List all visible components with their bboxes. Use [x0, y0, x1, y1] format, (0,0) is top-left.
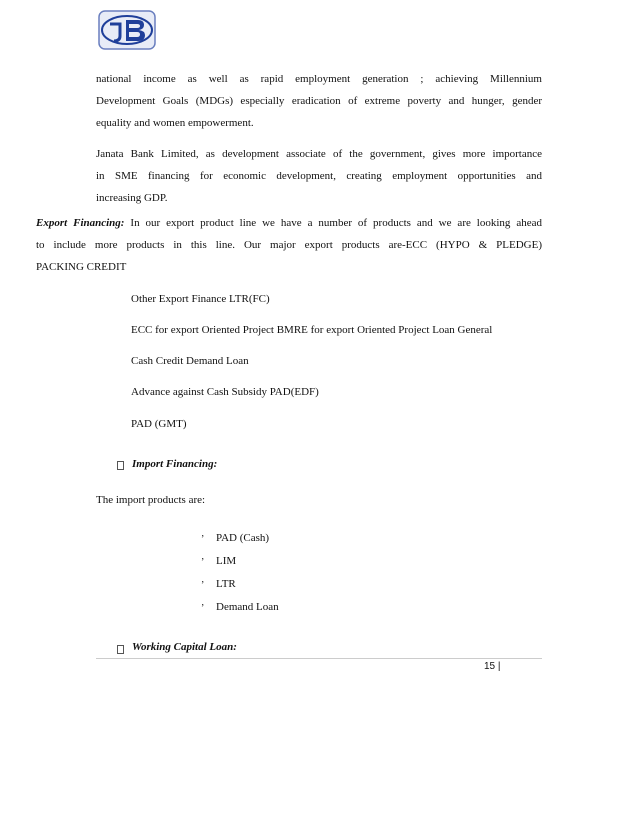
- working-capital-heading: Working Capital Loan:: [132, 641, 237, 653]
- page-number: 15 |: [484, 661, 501, 672]
- intro-paragraph: [96, 68, 542, 134]
- janata-line-3: increasing GDP.: [96, 192, 168, 204]
- footer-divider: [96, 658, 542, 659]
- export-item: Cash Credit Demand Loan: [131, 355, 249, 367]
- bullet-icon: ’: [201, 603, 205, 614]
- import-heading: Import Financing:: [132, 458, 218, 470]
- export-paragraph: [36, 212, 542, 278]
- janata-paragraph: [96, 143, 542, 209]
- square-bullet-icon: [117, 461, 124, 470]
- export-item: Other Export Finance LTR(FC): [131, 293, 270, 305]
- export-item: PAD (GMT): [131, 418, 187, 430]
- bullet-icon: ’: [201, 534, 205, 545]
- export-line-3: PACKING CREDIT: [36, 261, 127, 273]
- janata-line-1: Janata Bank Limited, as development associate of the government, gives more importance: [96, 148, 542, 160]
- janata-bank-logo: [98, 10, 156, 50]
- import-item: LIM: [216, 555, 237, 567]
- export-item: Advance against Cash Subsidy PAD(EDF): [131, 386, 319, 398]
- bullet-icon: ’: [201, 580, 205, 591]
- intro-line-2: Development Goals (MDGs) especially eradication of extreme poverty and hunger, gender: [96, 95, 542, 107]
- import-intro: The import products are:: [96, 494, 206, 506]
- export-heading: Export Financing:: [36, 217, 125, 229]
- import-item: Demand Loan: [216, 601, 279, 613]
- janata-line-2: in SME financing for economic development, creating employment opportunities and: [96, 170, 542, 182]
- square-bullet-icon: [117, 645, 124, 654]
- import-item: PAD (Cash): [216, 532, 270, 544]
- intro-line-3: equality and women empowerment.: [96, 117, 254, 129]
- export-line-2: to include more products in this line. Our major export products are-ECC (HYPO & PLEDGE): [36, 239, 542, 251]
- export-line-1: In our export product line we have a number of products and we are looking ahead: [124, 217, 542, 229]
- export-item: ECC for export Oriented Project BMRE for export Oriented Project Loan General: [131, 324, 493, 336]
- bullet-icon: ’: [201, 557, 205, 568]
- intro-line-1: national income as well as rapid employment generation ; achieving Millennium: [96, 73, 542, 85]
- import-item: LTR: [216, 578, 236, 590]
